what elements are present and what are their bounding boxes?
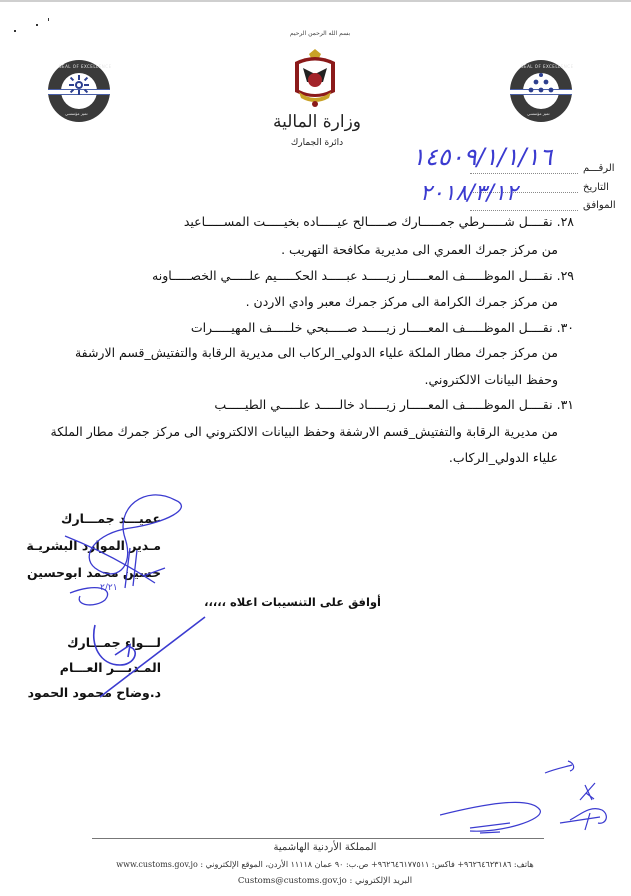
basmala: بسم الله الرحمن الرحيم xyxy=(289,30,351,37)
handwritten-date: ٢/٢١ xyxy=(100,583,118,593)
signatory-rank: عميـــد جمـــارك xyxy=(61,511,161,526)
seal-of-excellence-right xyxy=(510,60,572,122)
signature-scribble-1 xyxy=(55,488,205,613)
ministry-name: وزارة المالية xyxy=(273,112,361,132)
item-line: من مركز جمرك الكرامة الى مركز جمرك معبر وادي الاردن . xyxy=(245,294,558,309)
seal-of-excellence-left xyxy=(48,60,110,122)
item-line: ٢٩. نقــــل الموظـــــف المعـــــار زيـــــد عبـــــد الحكـــــيم علـــــي الخصـــــاونه xyxy=(152,268,574,283)
reference-number-label: الرقـــم xyxy=(583,163,615,174)
five-stars-icon xyxy=(526,72,556,96)
seal-bottom-text: تميز مؤسسي xyxy=(65,111,88,116)
reference-number-value: ١٤٥٠٩/١/١/١٦ xyxy=(412,143,553,171)
item-line: ٢٨. نقــــل شـــــرطي جمـــــارك صـــــالح عيـــــاده بخيـــــت المســـــاعيد xyxy=(183,214,574,229)
scan-speck xyxy=(48,18,49,21)
item-line: من مركز جمرك مطار الملكة علياء الدولي_الركاب الى مديرية الرقابة والتفتيش_قسم الارشفة xyxy=(74,345,558,360)
signatory-title: مـدير الموارد البشريـة xyxy=(26,538,161,553)
reference-corresponding-dotline xyxy=(470,210,578,211)
seal-top-text: SEAL OF EXCELLENCE xyxy=(521,64,574,69)
department-name: دائرة الجمارك xyxy=(290,138,344,148)
footer-email: البريد الإلكتروني : Customs@customs.gov.jo xyxy=(237,876,413,886)
jordan-coat-of-arms-icon xyxy=(289,48,341,110)
scan-speck xyxy=(36,24,38,26)
initials-scribbles xyxy=(440,755,631,840)
seal-bottom-text: تميز مؤسسي xyxy=(527,111,550,116)
item-line: ٣١. نقــــل الموظـــــف المعـــــار زيـــــاد خالـــــد علـــــي الطيـــــب xyxy=(214,397,574,412)
footer-contact: هاتف: ٩٦٢٦٤٦٢٣١٨٦+ فاكس: ٩٦٢٦٤٦١٧٧٥١١+ ص.ب: ٩٠ عمان ١١١١٨ الأردن، الموقع الإلكتروني : www.customs.gov.jo xyxy=(116,860,534,869)
item-line: ٣٠. نقــــل الموظـــــف المعـــــار زيـــــد صـــــبحي خلـــــف المهيـــــرات xyxy=(190,320,574,335)
reference-number-dotline xyxy=(470,173,578,174)
seal-top-text: SEAL OF EXCELLENCE xyxy=(59,64,112,69)
scan-speck xyxy=(14,30,16,32)
reference-corresponding-value: ٢٠١٨/٣/١٢ xyxy=(420,181,518,206)
approval-statement: أوافق على التنسيبات اعلاه ،،،،، xyxy=(204,595,381,609)
signatory-name: د.وضاح محمود الحمود xyxy=(27,685,161,700)
signatory-name: حسين محمد ابوحسين xyxy=(26,565,161,580)
signatory-rank: لـــواء جمـــارك xyxy=(67,635,161,650)
signature-scribble-2 xyxy=(60,615,210,705)
item-line: وحفظ البيانات الالكتروني. xyxy=(424,372,558,387)
sunburst-icon xyxy=(68,74,90,96)
scan-top-border xyxy=(0,0,631,2)
reference-corresponding-label: الموافق xyxy=(583,200,616,211)
item-line: علياء الدولي_الركاب. xyxy=(448,450,558,465)
item-line: من مديرية الرقابة والتفتيش_قسم الارشفة وحفظ البيانات الالكتروني الى مركز جمرك مطار الملكة xyxy=(50,424,558,439)
reference-date-label: التاريخ xyxy=(583,182,609,193)
footer-divider xyxy=(92,838,544,839)
signatory-title: المـديـــر العـــام xyxy=(59,660,161,675)
footer-kingdom: المملكة الأردنية الهاشمية xyxy=(273,842,377,853)
item-line: من مركز جمرك العمري الى مديرية مكافحة التهريب . xyxy=(281,242,558,257)
